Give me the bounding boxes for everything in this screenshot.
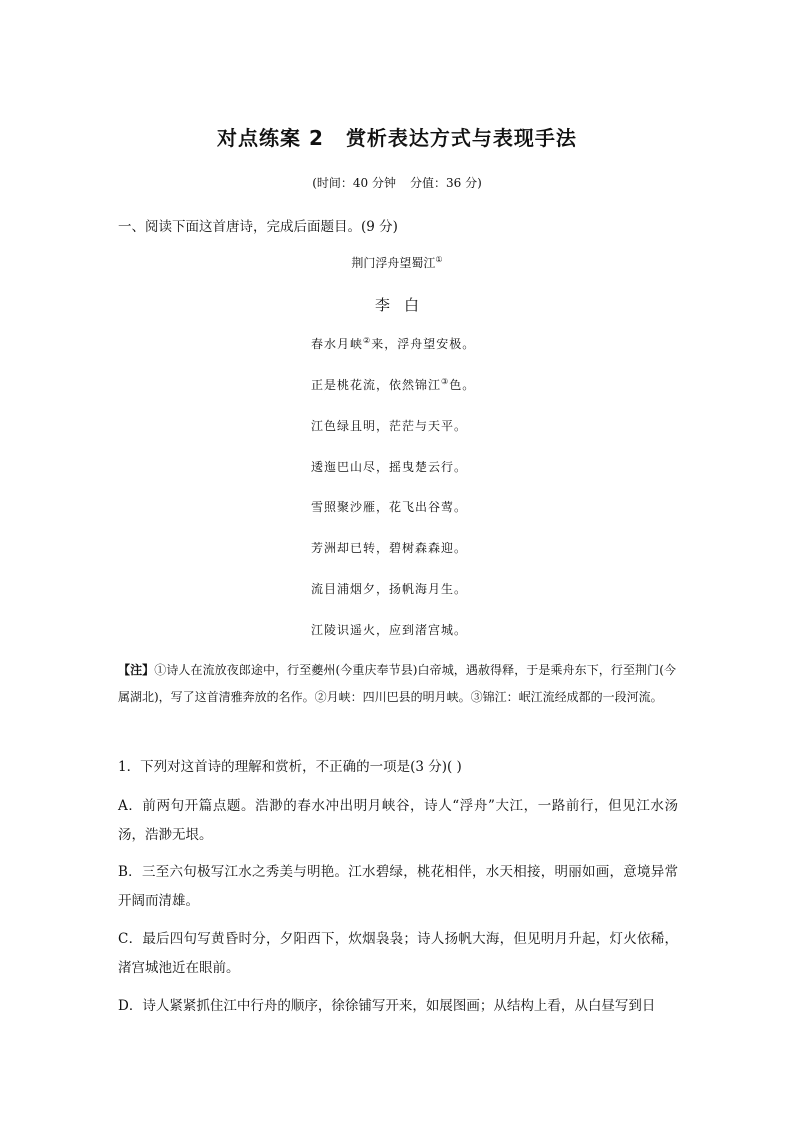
page-title (0, 122, 794, 151)
poem-line-text-cont: 色。 (449, 378, 476, 392)
poem-line-text: 逶迤巴山尽，摇曳楚云行。 (311, 460, 468, 474)
poem-line-text: 芳洲却已转，碧树森森迎。 (311, 541, 468, 555)
time-info: (时间：40 分钟 (312, 176, 396, 190)
poem-line-note: ② (363, 336, 372, 345)
option-label: D． (118, 998, 143, 1014)
time-score-info (0, 174, 794, 191)
poem-line (311, 376, 475, 393)
option-label: B． (118, 864, 142, 880)
title-part-1: 对点练案 2 (217, 126, 324, 150)
poem-line-text: 雪照聚沙雁，花飞出谷莺。 (311, 500, 468, 514)
section-header: 一、阅读下面这首唐诗，完成后面题目。(9 分) (118, 219, 398, 235)
poem-line-note: ③ (441, 377, 450, 386)
notes-text: ①诗人在流放夜郎途中，行至夔州(今重庆奉节县)白帝城，遇赦得释，于是乘舟东下，行至荆门(今属湖北)，写了这首清雅奔放的名作。②月峡：四川巴县的明月峡。③锦江：岷江流经成都的一段河流。 (118, 663, 676, 704)
poem-line-text: 正是桃花流，依然锦江 (311, 378, 442, 392)
option-text: 前两句开篇点题。浩渺的春水冲出明月峡谷，诗人“浮舟”大江，一路前行，但见江水汤汤，浩渺无垠。 (118, 798, 678, 843)
option-label: A． (118, 798, 143, 814)
author-last: 白 (404, 296, 420, 314)
poem-line (311, 458, 467, 475)
option-a (118, 792, 678, 850)
poem-notes (118, 657, 676, 711)
poem-author (0, 294, 794, 315)
title-part-2: 赏析表达方式与表现手法 (345, 126, 577, 150)
option-label: C． (118, 931, 143, 947)
poem-line (311, 539, 467, 556)
poem-title (0, 254, 794, 271)
option-text: 最后四句写黄昏时分，夕阳西下，炊烟袅袅；诗人扬帆大海，但见明月升起，灯火依稀，渚宫城池近在眼前。 (118, 931, 678, 976)
poem-line-text: 流目浦烟夕，扬帆海月生。 (311, 582, 468, 596)
score-info: 分值：36 分) (410, 176, 482, 190)
option-text: 诗人紧紧抓住江中行舟的顺序，徐徐铺写开来，如展图画；从结构上看，从白昼写到日 (142, 998, 656, 1014)
question-1: 1．下列对这首诗的理解和赏析，不正确的一项是(3 分)( ) (118, 759, 462, 775)
poem-line (311, 417, 467, 434)
option-c (118, 925, 678, 983)
poem-line-text: 江陵识遥火，应到渚宫城。 (311, 623, 468, 637)
poem-line-text: 江色绿且明，茫茫与天平。 (311, 419, 468, 433)
poem-title-text: 荆门浮舟望蜀江 (351, 256, 436, 270)
option-text: 三至六句极写江水之秀美与明艳。江水碧绿，桃花相伴，水天相接，明丽如画，意境异常开阔而清雄。 (118, 864, 679, 909)
author-first: 李 (374, 296, 390, 314)
poem-line (311, 621, 467, 638)
poem-line-text-cont: 来，浮舟望安极。 (371, 337, 476, 351)
poem-line (311, 335, 475, 352)
poem-line (311, 580, 467, 597)
poem-line-text: 春水月峡 (311, 337, 364, 351)
option-d (118, 992, 678, 1021)
poem-line (311, 498, 467, 515)
poem-title-note: ① (435, 255, 443, 264)
notes-tag: 【注】 (118, 663, 155, 677)
option-b (118, 858, 678, 916)
